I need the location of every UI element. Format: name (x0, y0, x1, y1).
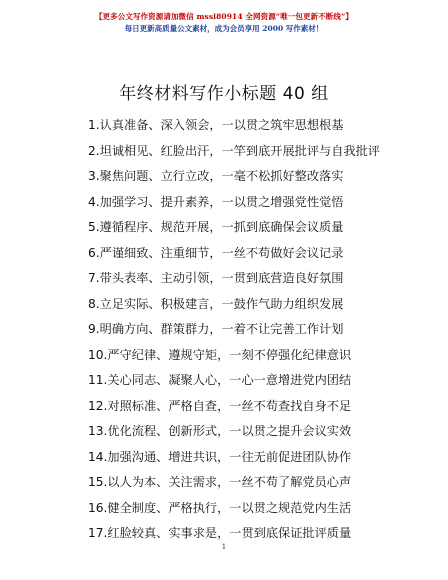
list-item: 7.带头表率、主动引领，一贯到底营造良好氛围 (88, 271, 344, 285)
promo-banner-line-1: 【更多公文写作资源请加微信 mssl80914 全网资源“唯一包更新不断线”】 (94, 12, 354, 21)
list-item: 17.红脸较真、实事求是，一贯到底保证批评质量 (88, 526, 352, 540)
page-number: 1 (221, 543, 227, 551)
list-item: 8.立足实际、积极建言，一鼓作气助力组织发展 (88, 296, 344, 311)
list-item: 4.加强学习、提升素养，一以贯之增强党性觉悟 (88, 194, 344, 209)
list-item: 12.对照标准、严格自查，一丝不苟查找自身不足 (88, 398, 352, 413)
promo-banner-line-2: 每日更新高质量公文素材，成为会员享用 2000 写作素材！ (124, 24, 324, 33)
list-item: 6.严谨细致、注重细节，一丝不苟做好会议记录 (88, 245, 344, 260)
list-item: 3.聚焦问题、立行立改，一毫不松抓好整改落实 (88, 169, 344, 183)
list-item: 11.关心同志、凝聚人心，一心一意增进党内团结 (88, 373, 352, 387)
heading-list (88, 113, 408, 547)
list-item: 15.以人为本、关注需求，一丝不苟了解党员心声 (88, 475, 352, 489)
list-item: 14.加强沟通、增进共识，一往无前促进团队协作 (88, 449, 352, 464)
list-item: 10.严守纪律、遵规守矩，一刻不停强化纪律意识 (88, 347, 352, 362)
list-item: 9.明确方向、群策群力，一着不让完善工作计划 (88, 322, 344, 336)
list-item: 2.坦诚相见、红脸出汗，一竿到底开展批评与自我批评 (88, 143, 380, 158)
list-item: 5.遵循程序、规范开展，一抓到底确保会议质量 (88, 220, 344, 234)
document-title: 年终材料写作小标题 40 组 (119, 84, 329, 104)
list-item: 1.认真准备、深入领会，一以贯之筑牢思想根基 (88, 118, 344, 132)
list-item: 13.优化流程、创新形式，一以贯之提升会议实效 (88, 424, 352, 438)
list-item: 16.健全制度、严格执行，一以贯之规范党内生活 (88, 500, 352, 515)
